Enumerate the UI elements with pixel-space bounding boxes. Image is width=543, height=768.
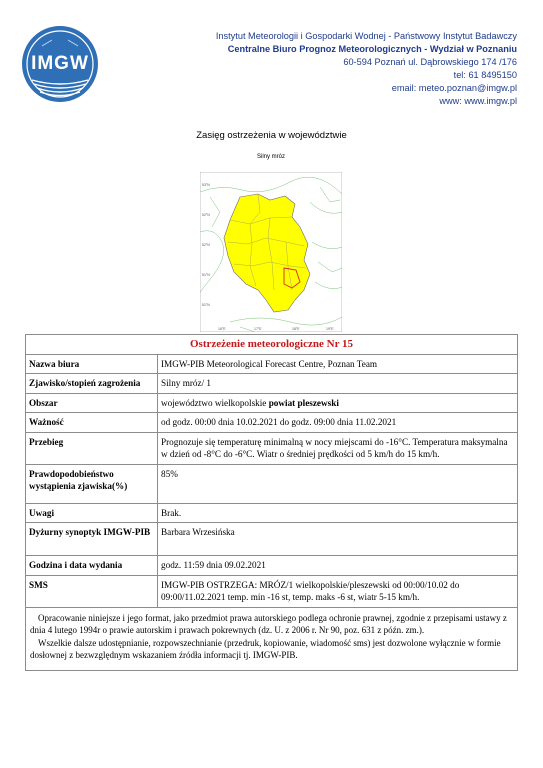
row-label: Przebieg [26,432,158,464]
logo-text: IMGW [31,53,89,74]
row-value: godz. 11:59 dnia 09.02.2021 [158,556,518,576]
row-label: Dyżurny synoptyk IMGW-PIB [26,523,158,556]
table-row [26,393,518,413]
warning-title: Ostrzeżenie meteorologiczne Nr 15 [26,335,518,355]
row-label: SMS [26,575,158,607]
row-label: Zjawisko/stopień zagrożenia [26,374,158,394]
row-value: IMGW-PIB Meteorological Forecast Centre, Poznan Team [158,354,518,374]
copyright-paragraph: Opracowanie niniejsze i jego format, jako przedmiot prawa autorskiego podlega ochronie prawnej, zgodnie z przepisami ustawy z dnia 4 lutego 1994r o prawie autorskim i prawach pokrewnych (dz. U. z 2006 r. Nr 90, poz. 631 z późn. zm.). [30,612,507,635]
row-value: Silny mróz/ 1 [158,374,518,394]
warning-table [25,334,518,671]
copyright-notice [26,607,518,670]
table-row [26,503,518,523]
row-label: Nazwa biura [26,354,158,374]
address: 60-594 Poznań ul. Dąbrowskiego 174 /176 [343,57,517,68]
table-row [26,523,518,556]
redistribution-paragraph: Wszelkie dalsze udostępnianie, rozpowszechnianie (przedruk, kopiowanie, wiadomość sms) jest dozwolone wyłącznie w formie dosłownej z bezwzględnym wskazaniem źródła informacji tj. IMGW-PIB. [30,637,501,660]
email: email: meteo.poznan@imgw.pl [391,83,517,94]
svg-text:17°E: 17°E [254,327,262,331]
table-row [26,354,518,374]
office-name: Centralne Biuro Prognoz Meteorologicznych - Wydział w Poznaniu [227,44,517,55]
map-phenomenon-label: Silny mróz [256,154,285,160]
table-row [26,432,518,464]
svg-text:18°E: 18°E [292,327,300,331]
website: www: www.imgw.pl [439,96,517,107]
row-value: 85% [158,464,518,503]
institute-header [216,30,517,109]
svg-text:52°N: 52°N [202,213,210,217]
area-region: województwo wielkopolskie [161,397,267,408]
table-row [26,413,518,433]
row-value: Prognozuje się temperaturę minimalną w nocy miejscami do -16°C. Temperatura maksymalna w dzień od -8°C do -6°C. Wiatr o średniej prędkości od 5 km/h do 15 km/h. [158,432,518,464]
row-label: Godzina i data wydania [26,556,158,576]
row-label: Ważność [26,413,158,433]
svg-text:51°N: 51°N [202,273,210,277]
row-value: Barbara Wrzesińska [158,523,518,556]
row-value [158,393,518,413]
warning-map [200,154,342,332]
row-value: Brak. [158,503,518,523]
row-label: Uwagi [26,503,158,523]
area-county: powiat pleszewski [268,397,339,408]
voivodeship-map [200,172,342,332]
imgw-logo [22,26,98,102]
table-row [26,374,518,394]
row-label: Obszar [26,393,158,413]
map-title: Zasięg ostrzeżenia w województwie [196,130,347,141]
svg-text:52°N: 52°N [202,243,210,247]
phone: tel: 61 8495150 [453,70,517,81]
row-value: od godz. 00:00 dnia 10.02.2021 do godz. 09:00 dnia 11.02.2021 [158,413,518,433]
svg-text:53°N: 53°N [202,183,210,187]
table-row [26,556,518,576]
institute-name: Instytut Meteorologii i Gospodarki Wodnej - Państwowy Instytut Badawczy [215,31,517,41]
svg-text:19°E: 19°E [326,327,334,331]
svg-text:16°E: 16°E [218,327,226,331]
row-label: Prawdopodobieństwo wystąpienia zjawiska(%) [26,464,158,503]
table-row [26,464,518,503]
svg-text:51°N: 51°N [202,303,210,307]
table-row [26,575,518,607]
row-value: IMGW-PIB OSTRZEGA: MRÓZ/1 wielkopolskie/pleszewski od 00:00/10.02 do 09:00/11.02.2021 temp. min -16 st, temp. maks -6 st, wiatr 5-15 km/h. [158,575,518,607]
